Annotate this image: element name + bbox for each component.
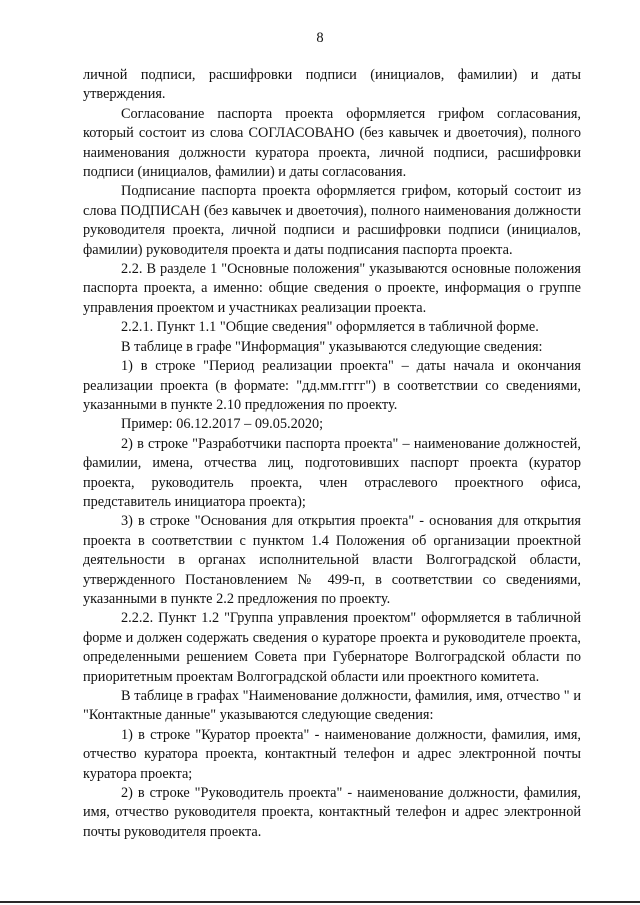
paragraph-continuation: личной подписи, расшифровки подписи (инициалов, фамилии) и даты утверждения.: [83, 67, 581, 103]
paragraph-section-2-2-2: 2.2.2. Пункт 1.2 "Группа управления проектом" оформляется в табличной форме и должен содержать сведения о кураторе проекта и руководителе проекта, определенными решением Совета при Губернаторе Волгоградской области по приоритетным проектам Волгоградской области или проектного комитета.: [83, 610, 581, 685]
document-body: [83, 66, 581, 842]
paragraph-signing-stamp: Подписание паспорта проекта оформляется грифом, который состоит из слова ПОДПИСАН (без кавычек и двоеточия), полного наименования должности руководителя проекта, личной подписи и расшифровки подписи (инициалов, фамилии) руководителя проекта и даты подписания паспорта проекта.: [83, 183, 581, 258]
paragraph-example: Пример: 06.12.2017 – 09.05.2020;: [121, 416, 324, 433]
paragraph-information-column: В таблице в графе "Информация" указываются следующие сведения:: [121, 338, 543, 355]
scan-edge-line: [0, 901, 640, 903]
paragraph-item-developers: 2) в строке "Разработчики паспорта проекта" – наименование должностей, фамилии, имена, отчества лиц, подготовивших паспорт проекта (куратор проекта, руководитель проекта, член отраслевого проектного офиса, представитель инициатора проекта);: [83, 435, 581, 510]
paragraph-approval-stamp: Согласование паспорта проекта оформляется грифом согласования, который состоит из слова СОГЛАСОВАНО (без кавычек и двоеточия), полного наименования должности куратора проекта, личной подписи, расшифровки подписи (инициалов, фамилии) и даты согласования.: [83, 105, 581, 181]
paragraph-section-2-2-1: 2.2.1. Пункт 1.1 "Общие сведения" оформляется в табличной форме.: [121, 319, 539, 336]
page-number: 8: [316, 30, 324, 46]
paragraph-management-table: В таблице в графах "Наименование должности, фамилия, имя, отчество " и "Контактные данные" указываются следующие сведения:: [83, 688, 581, 724]
paragraph-item-period: 1) в строке "Период реализации проекта" – даты начала и окончания реализации проекта (в формате: "дд.мм.гггг") в соответствии со сведениями, указанными в пункте 2.10 предложения по проекту.: [83, 358, 581, 413]
paragraph-item-manager: 2) в строке "Руководитель проекта" - наименование должности, фамилия, имя, отчество руководителя проекта, контактный телефон и адрес электронной почты руководителя проекта.: [83, 785, 581, 840]
paragraph-item-curator: 1) в строке "Куратор проекта" - наименование должности, фамилия, имя, отчество куратора проекта, контактный телефон и адрес электронной почты куратора проекта;: [83, 726, 581, 782]
paragraph-item-grounds: 3) в строке "Основания для открытия проекта" - основания для открытия проекта в соответствии с пунктом 1.4 Положения об организации проектной деятельности в органах исполнительной власти Волгоградской области, утвержденного Постановлением № 499-п, в соответствии со сведениями, указанными в пункте 2.2 предложения по проекту.: [83, 513, 581, 607]
paragraph-section-2-2: 2.2. В разделе 1 "Основные положения" указываются основные положения паспорта проекта, а именно: общие сведения о проекте, информация о группе управления проектом и участниках реализации проекта.: [83, 261, 581, 316]
